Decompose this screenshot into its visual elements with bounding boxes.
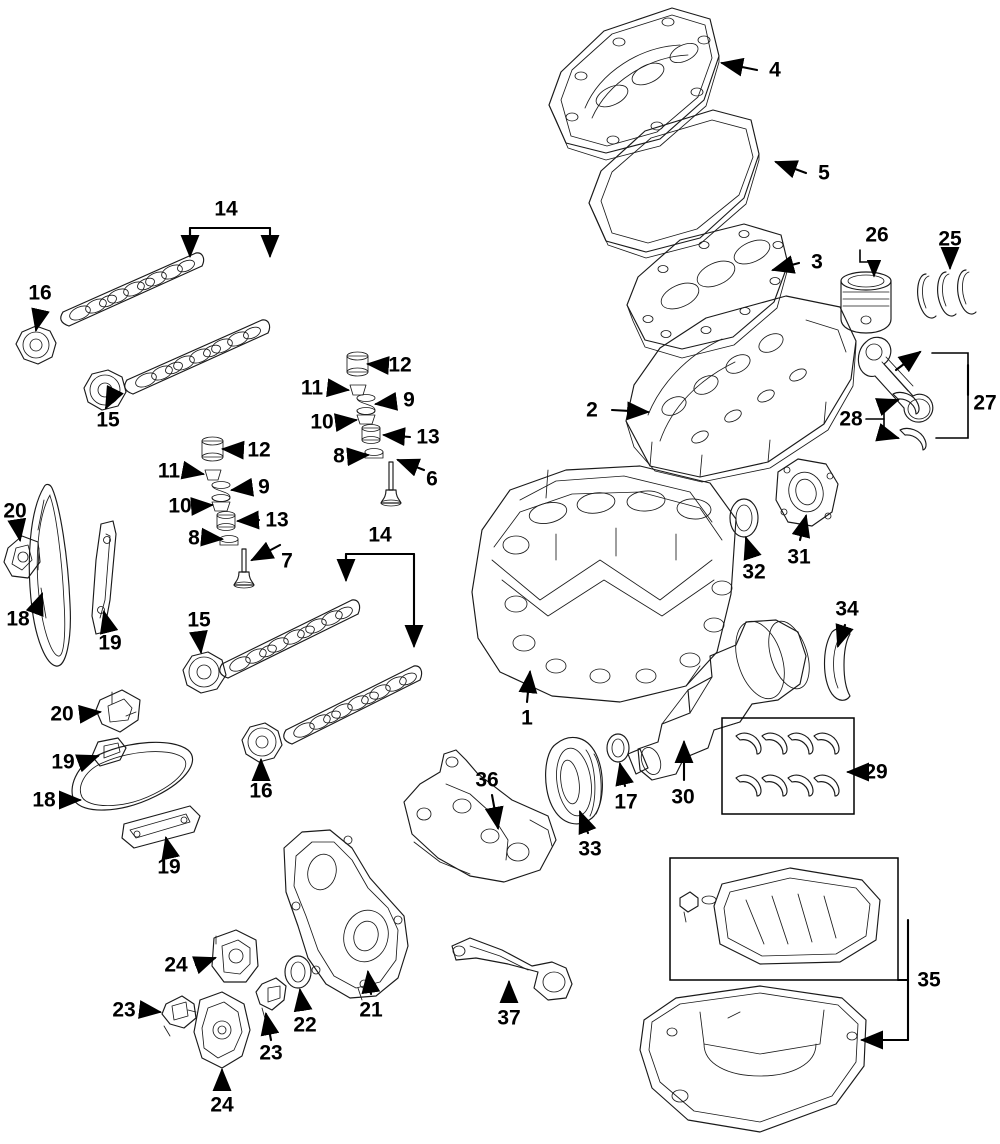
part-connecting-rod — [858, 337, 932, 422]
callout-7: 7 — [281, 549, 293, 573]
callout-13: 13 — [416, 425, 440, 449]
callout-8b: 8 — [188, 526, 200, 550]
part-camshaft-lower-1 — [220, 600, 360, 678]
part-cylinder-head-right — [626, 296, 856, 482]
part-rear-main-seal — [730, 499, 758, 537]
callout-15: 15 — [96, 408, 120, 432]
part-cylinder-block — [472, 466, 736, 702]
callout-36: 36 — [475, 768, 499, 792]
part-valve-train-left — [202, 437, 254, 588]
part-camshaft-sprocket-15a — [84, 370, 126, 410]
callout-22: 22 — [293, 1013, 317, 1037]
callout-9b: 9 — [258, 475, 270, 499]
part-camshaft-sprocket-15b — [183, 652, 226, 693]
part-main-bearing-set — [722, 718, 854, 814]
callout-2: 2 — [586, 398, 598, 422]
callout-20b: 20 — [50, 702, 74, 726]
callout-8: 8 — [333, 444, 345, 468]
callout-16b: 16 — [249, 779, 273, 803]
part-thrust-washer — [825, 628, 851, 700]
callout-16: 16 — [28, 281, 52, 305]
callout-28: 28 — [839, 407, 863, 431]
callout-10: 10 — [310, 410, 334, 434]
callout-14b: 14 — [368, 523, 392, 547]
callout-9: 9 — [403, 388, 415, 412]
callout-4: 4 — [769, 58, 781, 82]
part-camshaft-position-sensor-left — [162, 996, 196, 1036]
callout-19c: 19 — [157, 855, 181, 879]
callout-34: 34 — [835, 597, 859, 621]
part-chain-guide-19c — [122, 806, 200, 848]
part-timing-chain-lower — [72, 742, 193, 810]
callout-6: 6 — [426, 467, 438, 491]
part-sensor-bracket-lower — [188, 992, 250, 1068]
part-oil-pan-lower — [640, 986, 866, 1132]
callout-11: 11 — [300, 376, 324, 400]
callout-10b: 10 — [168, 494, 192, 518]
callout-1: 1 — [521, 706, 533, 730]
part-camshaft-position-sensor-right — [256, 978, 286, 1022]
callout-21: 21 — [359, 998, 383, 1022]
callout-18b: 18 — [32, 788, 56, 812]
part-oil-pickup-tube — [452, 938, 572, 1000]
callout-23: 23 — [112, 998, 136, 1022]
callout-13b: 13 — [265, 508, 289, 532]
part-sensor-bracket-upper — [212, 930, 258, 982]
callout-25: 25 — [938, 227, 962, 251]
callout-18: 18 — [6, 607, 30, 631]
callout-14: 14 — [214, 197, 238, 221]
callout-11b: 11 — [157, 459, 181, 483]
callout-37: 37 — [497, 1006, 521, 1030]
callout-12b: 12 — [247, 438, 271, 462]
part-piston-ring-set — [918, 270, 976, 318]
part-crankshaft-pulley — [546, 737, 603, 823]
callout-17: 17 — [614, 790, 638, 814]
callout-20: 20 — [3, 499, 27, 523]
callout-23b: 23 — [259, 1041, 283, 1065]
callout-30: 30 — [671, 785, 695, 809]
part-valve-cover-gasket — [589, 110, 759, 258]
part-camshaft-sprocket-16b — [242, 723, 282, 762]
part-crankshaft-oil-seal — [607, 734, 629, 762]
callout-19: 19 — [98, 631, 122, 655]
part-front-oil-seal — [285, 956, 311, 988]
part-timing-chain-upper — [29, 484, 70, 666]
part-oil-pan-upper — [670, 858, 898, 980]
part-chain-guide-19b — [92, 738, 126, 766]
callout-27: 27 — [973, 391, 997, 415]
callout-29: 29 — [864, 760, 888, 784]
part-front-cover — [284, 830, 408, 1000]
callout-12: 12 — [388, 353, 412, 377]
part-camshaft-sprocket-16a — [16, 326, 56, 364]
callout-33: 33 — [578, 837, 602, 861]
part-camshaft-upper-2 — [125, 320, 270, 394]
part-chain-tensioner-20b — [96, 690, 140, 732]
callout-3: 3 — [811, 250, 823, 274]
callout-24b: 24 — [210, 1093, 234, 1117]
callout-5: 5 — [818, 161, 830, 185]
callout-32: 32 — [742, 560, 766, 584]
callout-19b: 19 — [51, 750, 75, 774]
part-chain-tensioner-20a — [4, 536, 40, 578]
part-camshaft-lower-2 — [284, 666, 422, 744]
part-chain-guide-19a — [92, 521, 116, 634]
callout-26: 26 — [865, 223, 889, 247]
callout-35: 35 — [917, 968, 941, 992]
callout-15b: 15 — [187, 608, 211, 632]
callout-31: 31 — [787, 545, 811, 569]
part-camshaft-upper-1 — [61, 253, 204, 326]
callout-24: 24 — [164, 953, 188, 977]
part-valve-cover — [549, 8, 719, 160]
leader-lines — [18, 63, 968, 1090]
